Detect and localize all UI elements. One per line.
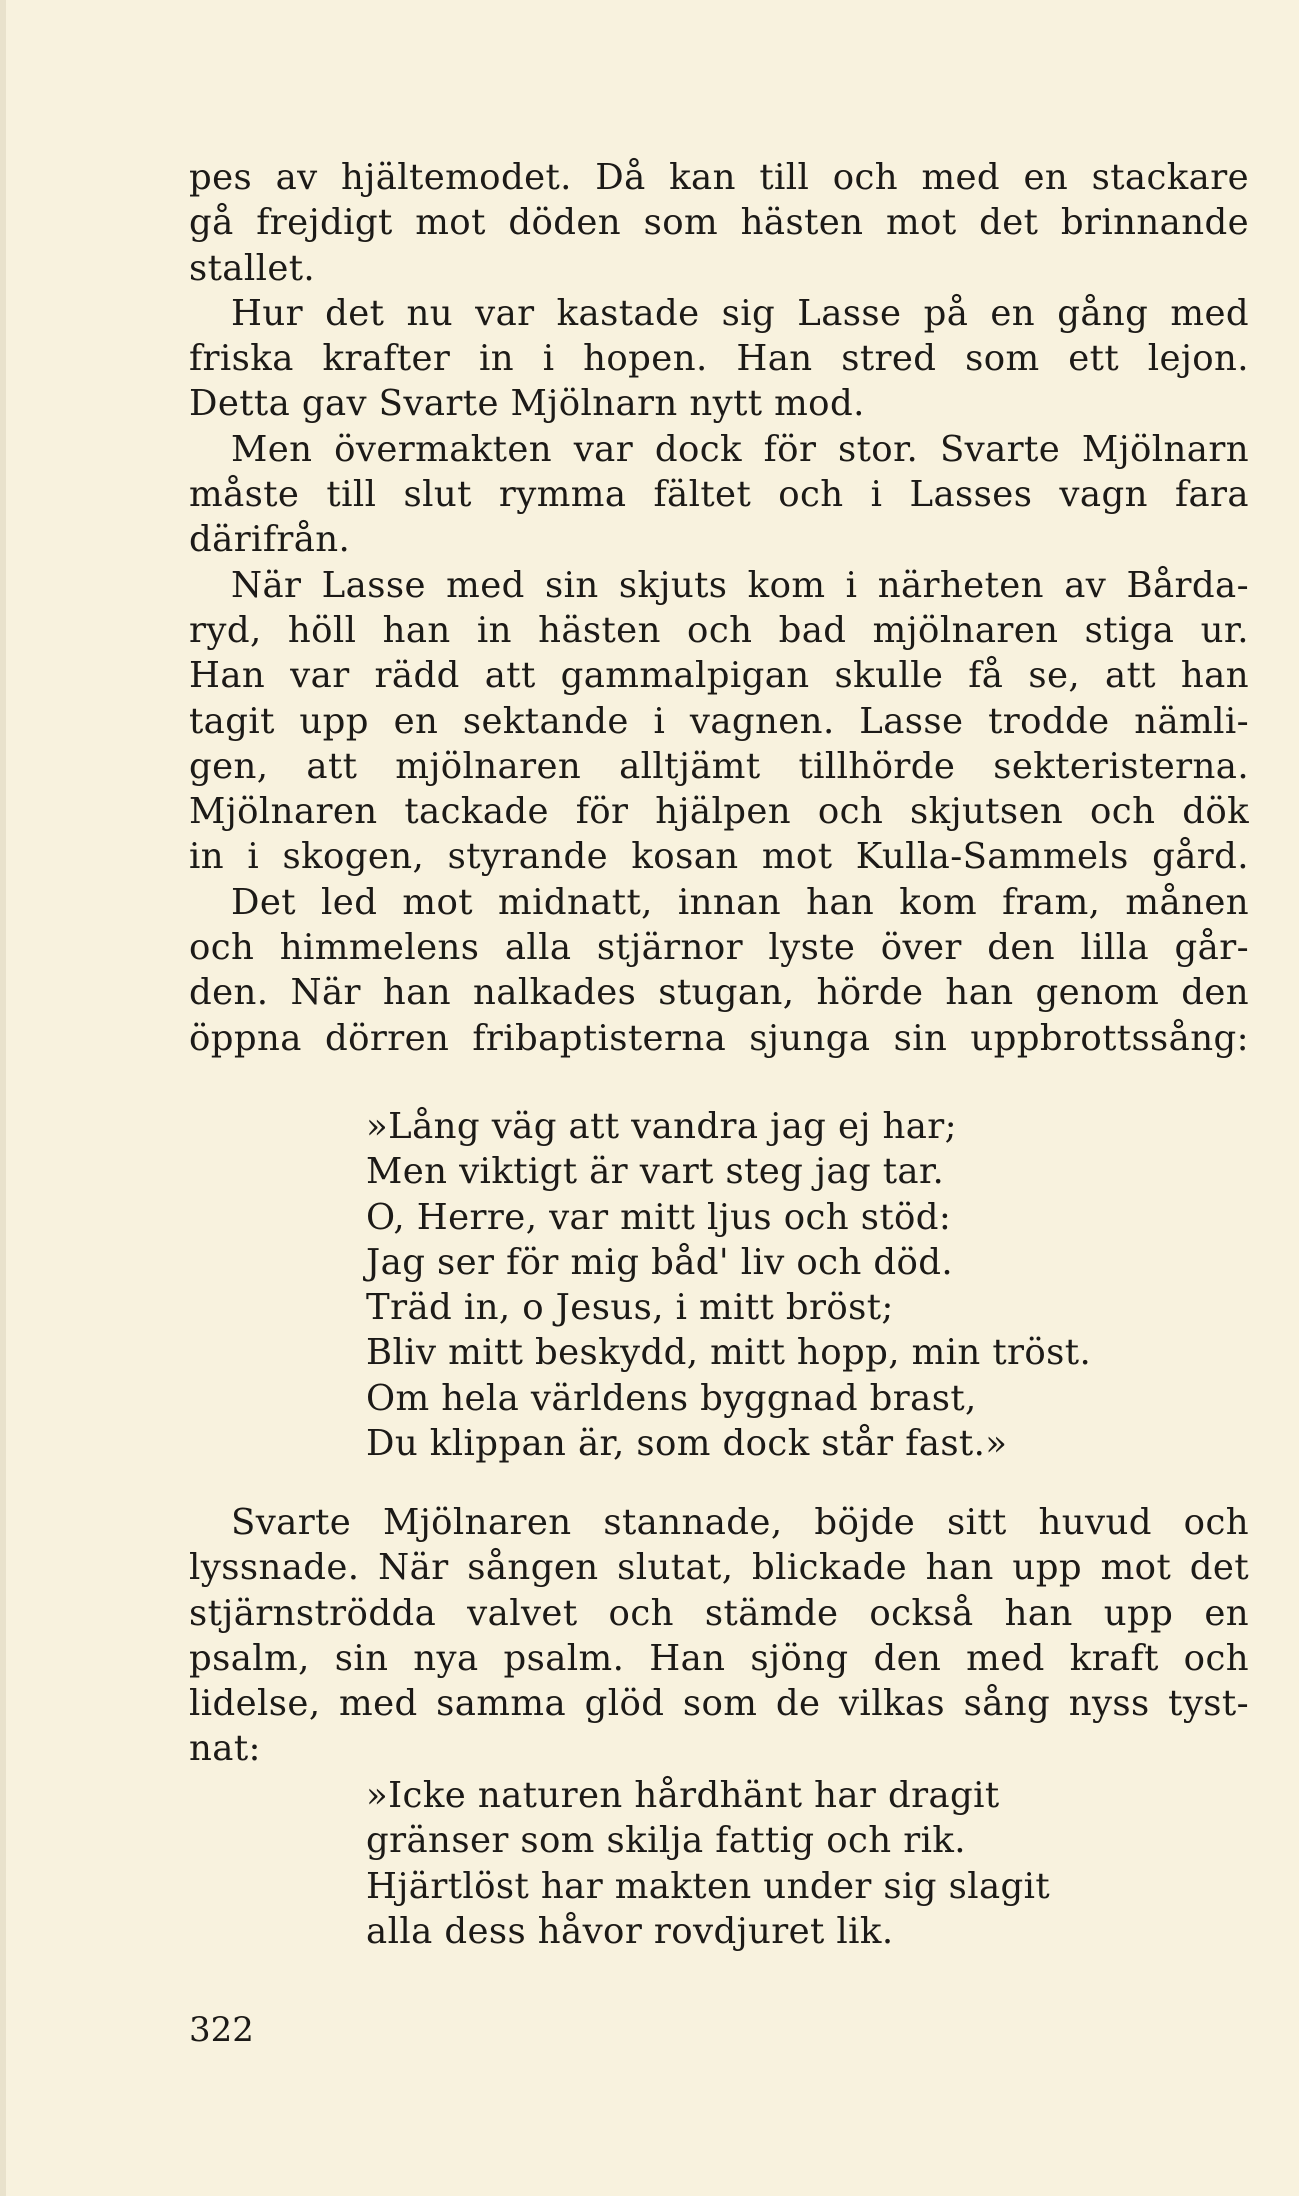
text-line: psalm, sin nya psalm. Han sjöng den med kraft och [189,1637,1249,1679]
poem-stanza-2 [366,1773,1246,1954]
poem-line: gränser som skilja fattig och rik. [366,1820,966,1862]
text-line: lyssnade. När sången slutat, blickade han upp mot det [189,1547,1249,1589]
poem-line: Jag ser för mig båd' liv och död. [366,1241,954,1283]
text-line: Det led mot midnatt, innan han kom fram, månen [231,881,1249,923]
text-line: Han var rädd att gammalpigan skulle få se, att han [189,655,1249,697]
text-line: tagit upp en sektande i vagnen. Lasse trodde nämli- [189,700,1249,742]
poem-line: »Lång väg att vandra jag ej har; [366,1106,958,1147]
poem-line: Träd in, o Jesus, i mitt bröst; [366,1287,894,1329]
text-line: Men övermakten var dock för stor. Svarte Mjölnarn [231,428,1249,470]
poem-line: alla dess håvor rovdjuret lik. [366,1910,894,1952]
poem-line: O, Herre, var mitt ljus och stöd: [366,1196,952,1238]
poem-line: Hjärtlöst har makten under sig slagit [366,1865,1051,1907]
text-line: lidelse, med samma glöd som de vilkas sång nyss tyst- [189,1683,1249,1725]
poem-line: »Icke naturen hårdhänt har dragit [366,1775,1000,1816]
body-text-top [189,155,1249,1061]
poem-line: Du klippan är, som dock står fast.» [366,1423,1008,1465]
text-line: måste till slut rymma fältet och i Lasses vagn fara [189,474,1249,516]
text-line: öppna dörren fribaptisterna sjunga sin uppbrottssång: [189,1017,1249,1059]
text-line: in i skogen, styrande kosan mot Kulla-Sammels gård. [189,836,1249,878]
text-line: Svarte Mjölnaren stannade, böjde sitt huvud och [231,1502,1249,1543]
text-line: Mjölnaren tackade för hjälpen och skjutsen och dök [189,791,1249,833]
text-line: den. När han nalkades stugan, hörde han genom den [189,972,1249,1014]
poem-line: Bliv mitt beskydd, mitt hopp, min tröst. [366,1332,1092,1374]
text-line: friska krafter in i hopen. Han stred som ett lejon. [189,338,1249,380]
text-line: stjärnströdda valvet och stämde också han upp en [189,1592,1249,1634]
text-line: gen, att mjölnaren alltjämt tillhörde sekteristerna. [189,745,1249,787]
text-line: och himmelens alla stjärnor lyste över den lilla går- [189,927,1249,969]
text-line: stallet. [189,247,316,289]
text-line: nat: [189,1728,261,1770]
text-line: pes av hjältemodet. Då kan till och med en stackare [189,157,1249,198]
poem-line: Om hela världens byggnad brast, [366,1377,977,1419]
poem-stanza-1 [366,1104,1246,1466]
text-line: Hur det nu var kastade sig Lasse på en gång med [231,292,1249,334]
text-line: När Lasse med sin skjuts kom i närheten av Bårda- [231,564,1249,606]
text-line: Detta gav Svarte Mjölnarn nytt mod. [189,383,865,425]
body-text-bottom [189,1500,1249,1772]
poem-line: Men viktigt är vart steg jag tar. [366,1151,945,1193]
text-line: därifrån. [189,519,351,561]
page-number: 322 [189,2010,254,2050]
text-line: gå frejdigt mot döden som hästen mot det brinnande [189,202,1249,244]
text-line: ryd, höll han in hästen och bad mjölnaren stiga ur. [189,609,1249,651]
